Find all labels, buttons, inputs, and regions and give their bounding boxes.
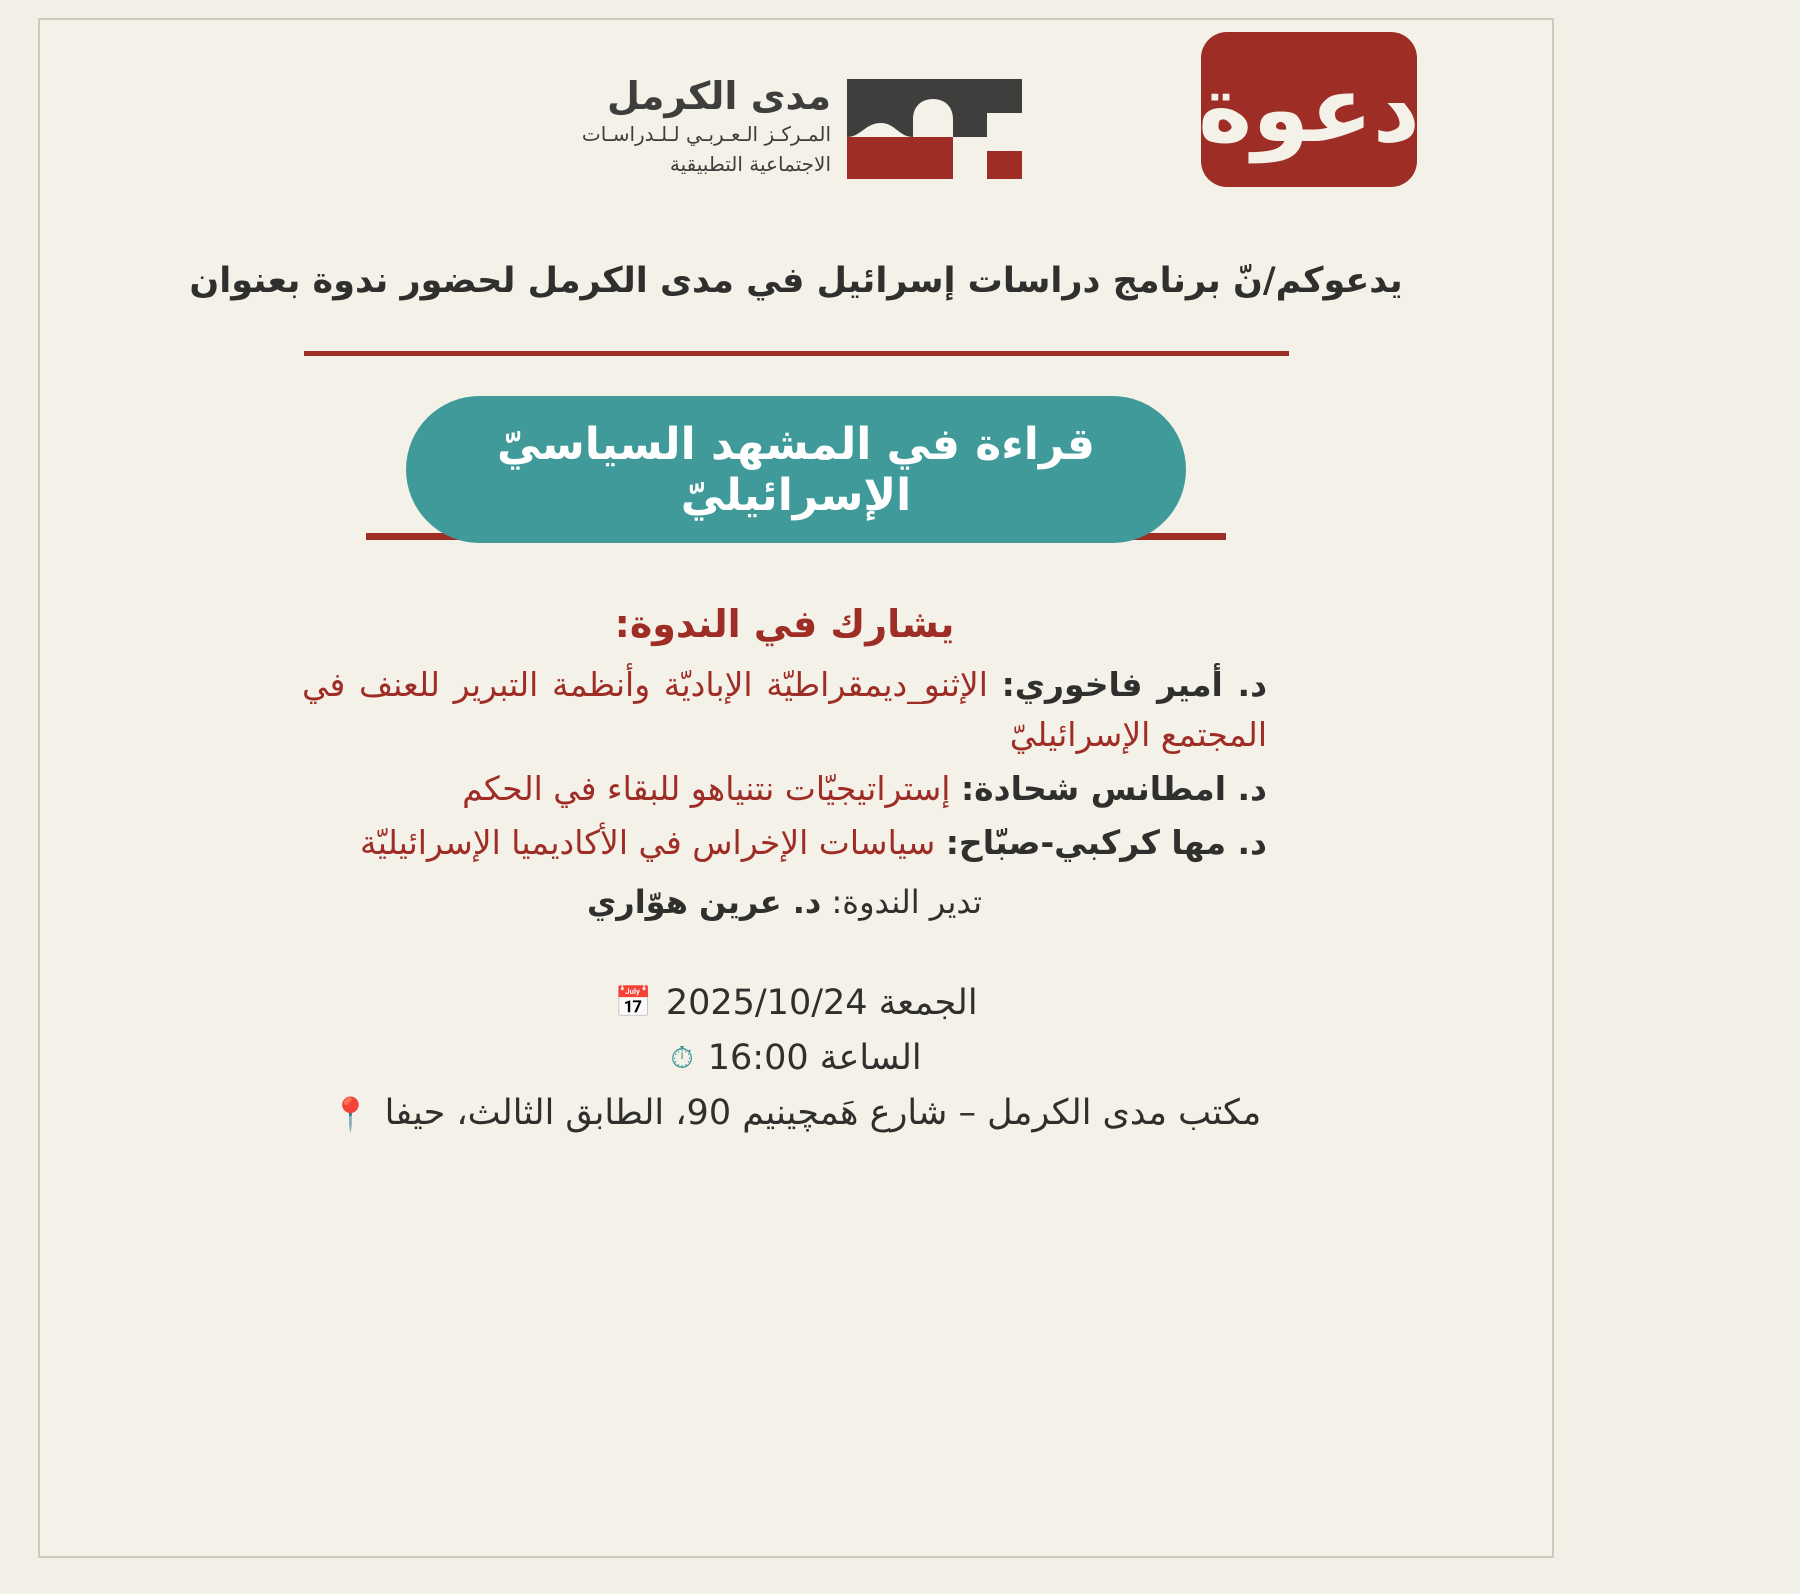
speaker-topic: الإثنو_ديمقراطيّة الإباديّة وأنظمة التبرير للعنف في المجتمع الإسرائيليّ <box>302 665 1267 755</box>
location-pin-icon: 📍 <box>330 1094 371 1133</box>
event-date: الجمعة 2025/10/24 <box>665 982 978 1023</box>
invitation-poster <box>38 18 1554 1558</box>
event-location: مكتب مدى الكرمل – شارع هَمچينيم 90، الطابق الثالث، حيفا <box>384 1093 1262 1134</box>
brand-block <box>582 75 1022 179</box>
invitation-intro-text: يدعوكم/نّ برنامج دراسات إسرائيل في مدى الكرمل لحضور ندوة بعنوان <box>189 261 1403 301</box>
brand-subtitle-line-2: الاجتماعية التطبيقية <box>669 151 831 176</box>
event-details <box>40 976 1552 1142</box>
moderator-name: د. عرين هوّاري <box>586 882 822 921</box>
moderator-row <box>302 883 1267 921</box>
participants-heading: يشارك في الندوة: <box>614 602 955 646</box>
speaker-row <box>302 660 1267 760</box>
poster-header <box>40 20 1552 235</box>
speaker-name: د. مها كركبي-صبّاح: <box>945 823 1267 863</box>
event-date-row <box>40 976 1552 1031</box>
seminar-title-wrap <box>40 396 1552 543</box>
event-time-row <box>40 1031 1552 1086</box>
participants-section <box>40 602 1552 921</box>
madar-carmel-logo-icon <box>847 79 1022 179</box>
speaker-row <box>302 764 1267 814</box>
speaker-topic: إستراتيجيّات نتنياهو للبقاء في الحكم <box>462 769 951 809</box>
seminar-title: قراءة في المشهد السياسيّ الإسرائيليّ <box>406 396 1186 543</box>
moderator-label: تدير الندوة: <box>831 882 983 921</box>
speaker-row <box>302 818 1267 868</box>
event-location-row <box>40 1086 1552 1141</box>
divider-top <box>304 351 1289 356</box>
speaker-name: د. امطانس شحادة: <box>960 769 1267 809</box>
brand-subtitle-line-1: المـركـز الـعـربـي لـلـدراسـات <box>581 121 831 146</box>
calendar-icon: 📅 <box>614 985 652 1021</box>
speaker-topic: سياسات الإخراس في الأكاديميا الإسرائيليّة <box>360 823 936 863</box>
brand-text <box>582 75 831 179</box>
clock-icon: ⏱ <box>670 1040 694 1076</box>
event-time: الساعة 16:00 <box>707 1037 922 1078</box>
speaker-name: د. أمير فاخوري: <box>1001 665 1267 704</box>
invitation-badge: دعوة <box>1201 32 1417 187</box>
brand-name: مدى الكرمل <box>606 74 831 118</box>
